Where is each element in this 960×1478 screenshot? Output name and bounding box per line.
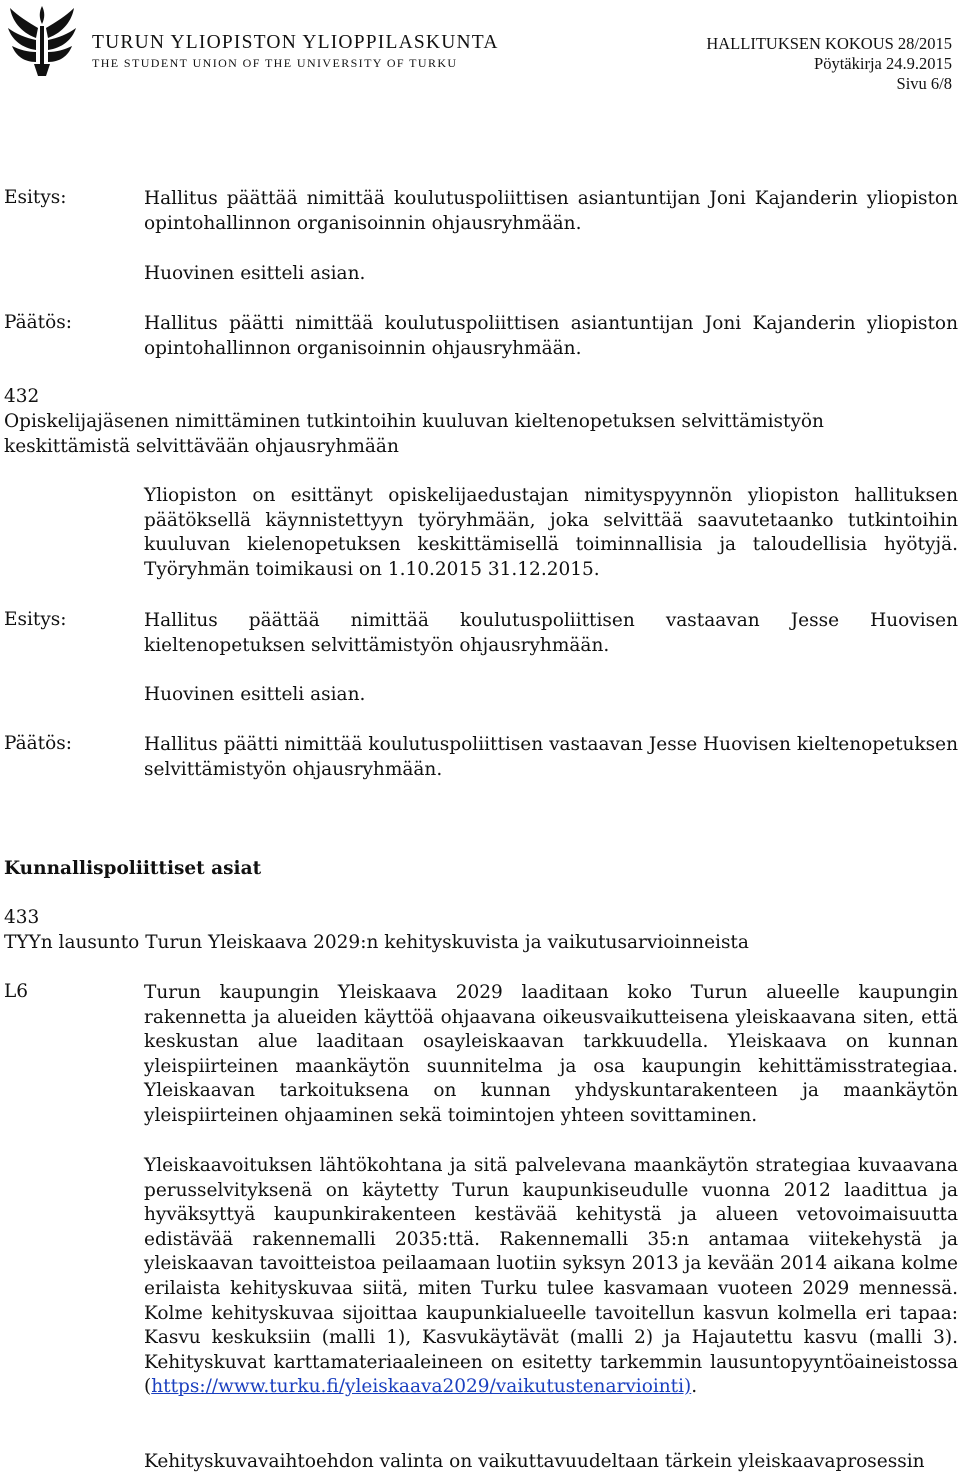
paragraph-text: Yleiskaavoituksen lähtökohtana ja sitä palvelevana maankäytön strategiaa kuvaavana perusselvityksenä on käytetty Turun kaupunkiseudulle vuonna 2012 laadittua ja hyväksyttyä kaupunkirakenteen kestävää kehitystä ja alueen vetovoimaisuutta edistävää rakennemalli 2035:ttä. Rakennemalli 35:n antamaa viitekehystä ja yleiskaavan tavoitteistoa peilaamaan luotiin syksyn 2013 ja kevään 2014 aikana kolme erilaista kehityskuvaa siitä, miten Turku tulee kasvamaan vuoteen 2029 mennessä. Kolme kehityskuvaa sijoittaa kaupunkialueelle tavoitellun kasvun kolmella eri tapaa: Kasvu keskuksiin (malli 1), Kasvukäytävät (malli 2) ja Hajautettu kasvu (malli 3). Kehityskuvat karttamateriaaleineen on esitetty tarkemmin lausuntopyyntöaineistossa: [144, 1155, 958, 1373]
minutes-date: Pöytäkirja 24.9.2015: [814, 54, 952, 73]
page-number: Sivu 6/8: [896, 74, 952, 93]
item-intro-text: Yliopiston on esittänyt opiskelijaedustajan nimityspyynnön yliopiston hallituksen päätöksellä käynnistettyyn työryhmään, joka selvittää saavutetaanko tutkintoihin kuuluvan kielenopetuksen keskittämisellä toiminnallisia ja taloudellisia hyötyjä. Työryhmän toimikausi on 1.10.2015 31.12.2015.: [144, 485, 958, 580]
decision-label: Päätös:: [4, 312, 72, 333]
lausunto-link[interactable]: https://www.turku.fi/yleiskaava2029/vaikutustenarviointi): [151, 1376, 692, 1398]
org-name-english: THE STUDENT UNION OF THE UNIVERSITY OF TURKU: [92, 56, 458, 70]
proposal-text: Hallitus päättää nimittää koulutuspoliittisen vastaavan Jesse Huovisen kieltenopetuksen selvittämistyön ohjausryhmään.: [144, 610, 958, 656]
link-paren: (: [144, 1376, 152, 1398]
meeting-title: HALLITUKSEN KOKOUS 28/2015: [706, 34, 952, 53]
decision-label: Päätös:: [4, 733, 72, 754]
document-meta: [706, 34, 952, 94]
org-name: TURUN YLIOPISTON YLIOPPILASKUNTA: [92, 32, 499, 53]
paragraph-text: Kehityskuvavaihtoehdon valinta on vaikuttavuudeltaan tärkein yleiskaavaprosessin: [144, 1451, 925, 1472]
presenter-text: Huovinen esitteli asian.: [144, 263, 366, 284]
student-union-logo: [6, 2, 78, 80]
paragraph: [144, 1154, 958, 1400]
item-number: 433: [4, 907, 40, 928]
link-period: .: [691, 1376, 698, 1398]
item-title: Opiskelijajäsenen nimittäminen tutkintoihin kuuluvan kieltenopetuksen selvittämistyön keskittämistä selvittävään ohjausryhmään: [4, 411, 824, 457]
decision-text: Hallitus päätti nimittää koulutuspoliittisen vastaavan Jesse Huovisen kieltenopetuksen selvittämistyön ohjausryhmään.: [144, 734, 958, 780]
section-heading: Kunnallispoliittiset asiat: [4, 858, 262, 879]
proposal-label: Esitys:: [4, 187, 67, 208]
attachment-label: L6: [4, 981, 29, 1002]
item-title: TYYn lausunto Turun Yleiskaava 2029:n kehityskuvista ja vaikutusarvioinneista: [4, 932, 749, 953]
page-header: [0, 0, 960, 110]
paragraph: Turun kaupungin Yleiskaava 2029 laaditaan koko Turun alueelle kaupungin rakennetta ja alueiden käyttöä ohjaavana oikeusvaikutteisena yleiskaavana siten, että keskustan alue laaditaan osayleiskaavan tarkkuudella. Yleiskaava on kunnan yleispiirteinen maankäytön suunnitelma ja osa kaupungin kehittämisstrategiaa. Yleiskaavan tarkoituksena on kunnan yhdyskuntarakenteen ja maankäytön yleispiirteinen ohjaaminen sekä toimintojen yhteen sovittaminen.: [144, 982, 958, 1126]
proposal-text: Hallitus päättää nimittää koulutuspoliittisen asiantuntijan Joni Kajanderin yliopiston opintohallinnon organisoinnin ohjausryhmään.: [144, 188, 958, 234]
item-number: 432: [4, 386, 40, 407]
proposal-label: Esitys:: [4, 609, 67, 630]
decision-text: Hallitus päätti nimittää koulutuspoliittisen asiantuntijan Joni Kajanderin yliopiston opintohallinnon organisoinnin ohjausryhmään.: [144, 313, 958, 359]
presenter-text: Huovinen esitteli asian.: [144, 684, 366, 705]
